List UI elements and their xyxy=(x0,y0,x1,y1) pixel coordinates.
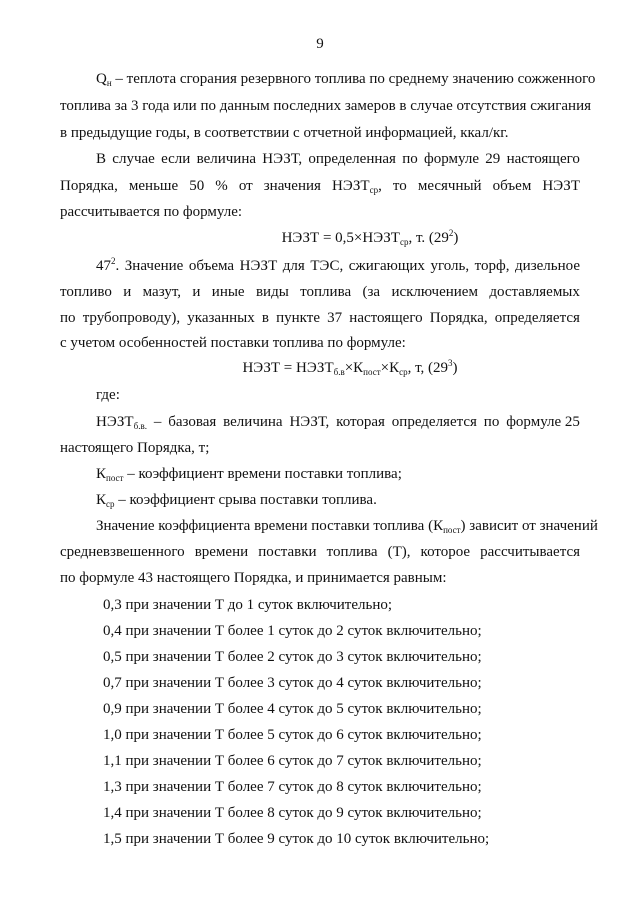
word: и xyxy=(192,284,201,300)
word: % xyxy=(215,178,228,194)
base-definition-line1 xyxy=(96,413,580,431)
word: НЭЗТ xyxy=(239,258,278,274)
word: пункте xyxy=(276,310,320,326)
word: объем xyxy=(492,178,532,194)
qn-definition-line1 xyxy=(96,70,595,88)
word: в xyxy=(261,310,269,326)
word: объема xyxy=(188,258,235,274)
word: то xyxy=(392,178,407,194)
if-case-line1 xyxy=(96,150,580,168)
word: 50 xyxy=(189,178,205,194)
word: указанных xyxy=(187,310,255,326)
p47-line4: с учетом особенностей поставки топлива по формуле: xyxy=(60,335,406,351)
formula-29-2: НЭЗТ = $0,5\times НЭЗТ_{ср}$, т. $(29^2)$ xyxy=(281,228,459,247)
coef-line3: по формуле 43 настоящего Порядка, и принимается равным: xyxy=(60,570,447,586)
value-list-item: 1,5 при значении Т более 9 суток до 10 суток включительно; xyxy=(103,831,490,847)
ksr-definition: $К_{ср}$ – коэффициент срыва поставки топлива. xyxy=(96,492,377,509)
word: определяется xyxy=(391,414,477,430)
word: 29 xyxy=(485,151,501,167)
word: которая xyxy=(336,414,385,430)
word: формуле 25 xyxy=(506,414,580,430)
word: доставляемых xyxy=(489,284,580,300)
value-list-item: 0,5 при значении Т более 2 суток до 3 суток включительно; xyxy=(103,649,482,665)
value-list-item: 1,0 при значении Т более 5 суток до 6 суток включительно; xyxy=(103,727,482,743)
coef-line2 xyxy=(60,543,580,561)
nezt-sr-term: $НЭЗТ_{ср}$, xyxy=(331,178,382,195)
qn-text: – теплота сгорания резервного топлива по среднему значению сожженного xyxy=(111,71,596,87)
word: значения xyxy=(263,178,321,194)
coef-line1: Значение коэффициента времени поставки топлива $(К_{пост})$ зависит от значений xyxy=(96,518,598,535)
word: – xyxy=(153,414,162,430)
word: (Т), xyxy=(387,544,411,560)
word: иные xyxy=(211,284,245,300)
if-case-line3: рассчитывается по формуле: xyxy=(60,204,243,220)
word: определенная xyxy=(308,151,396,167)
word: от xyxy=(238,178,253,194)
word: рассчитывается xyxy=(480,544,580,560)
word: по xyxy=(402,151,418,167)
word: и xyxy=(123,284,132,300)
word: если xyxy=(161,151,191,167)
word: топливо xyxy=(60,284,112,300)
word: торф, xyxy=(474,258,510,274)
word: исключением xyxy=(391,284,478,300)
word: дизельное xyxy=(515,258,580,274)
value-list-item: 1,1 при значении Т более 6 суток до 7 суток включительно; xyxy=(103,753,482,769)
word: по xyxy=(60,310,76,326)
base-definition-line2: настоящего Порядка, т; xyxy=(60,440,210,456)
word: настоящего xyxy=(349,310,423,326)
word: НЭЗТ, xyxy=(289,414,330,430)
word: сжигающих xyxy=(348,258,425,274)
kpost-definition: $К_{пост}$ – коэффициент времени поставки топлива; xyxy=(96,466,402,483)
word: ТЭС, xyxy=(310,258,344,274)
word: по xyxy=(483,414,500,430)
value-list-item: 1,4 при значении Т более 8 суток до 9 суток включительно; xyxy=(103,805,482,821)
word: поставки xyxy=(258,544,317,560)
page-number: 9 xyxy=(316,36,324,52)
value-list-item: 0,4 при значении Т более 1 суток до 2 суток включительно; xyxy=(103,623,482,639)
word: Порядка, xyxy=(60,178,118,194)
base-symbol: $НЭЗТ_{б.в.}$ xyxy=(96,414,147,431)
word: настоящего xyxy=(506,151,580,167)
qn-definition-line3: в предыдущие годы, в соответствии с отчетной информацией, ккал/кг. xyxy=(60,125,509,141)
word: топлива xyxy=(300,284,352,300)
word: определяется xyxy=(494,310,580,326)
qn-definition-line2: топлива за 3 года или по данным последних замеров в случае отсутствия сжигания xyxy=(60,98,592,114)
qn-symbol: Q xyxy=(96,71,107,87)
word: (за xyxy=(362,284,381,300)
word: величина xyxy=(196,151,256,167)
word: 37 xyxy=(327,310,343,326)
word: величина xyxy=(223,414,283,430)
p47-number: $47^2$. xyxy=(96,256,120,274)
word: топлива xyxy=(326,544,378,560)
word: формуле xyxy=(424,151,480,167)
word: которое xyxy=(420,544,471,560)
value-list-item: 0,7 при значении Т более 3 суток до 4 суток включительно; xyxy=(103,675,482,691)
p47-line3 xyxy=(60,309,580,327)
word: Значение xyxy=(124,258,184,274)
word: виды xyxy=(255,284,289,300)
word: трубопроводу), xyxy=(82,310,181,326)
word: меньше xyxy=(128,178,179,194)
word: В xyxy=(96,151,107,167)
if-case-line2 xyxy=(60,177,580,195)
word: Порядка, xyxy=(429,310,488,326)
p47-line2 xyxy=(60,283,580,301)
word: уголь, xyxy=(430,258,470,274)
word: средневзвешенного xyxy=(60,544,185,560)
where-label: где: xyxy=(96,387,120,403)
word: НЭЗТ xyxy=(542,178,580,194)
value-list-item: 0,3 при значении Т до 1 суток включительно; xyxy=(103,597,393,613)
qn-subscript: н xyxy=(106,78,112,88)
word: месячный xyxy=(417,178,482,194)
word: базовая xyxy=(168,414,217,430)
value-list-item: 1,3 при значении Т более 7 суток до 8 суток включительно; xyxy=(103,779,482,795)
value-list-item: 0,9 при значении Т более 4 суток до 5 суток включительно; xyxy=(103,701,482,717)
word: времени xyxy=(194,544,249,560)
word: НЭЗТ, xyxy=(262,151,303,167)
word: случае xyxy=(112,151,155,167)
word: мазут, xyxy=(142,284,182,300)
word: для xyxy=(282,258,305,274)
p47-line1 xyxy=(96,257,580,275)
formula-29-3: НЭЗТ = $НЭЗТ_{б.в}\times К_{пост}\times К_{ср}$, т, $(29^3)$ xyxy=(242,358,458,377)
